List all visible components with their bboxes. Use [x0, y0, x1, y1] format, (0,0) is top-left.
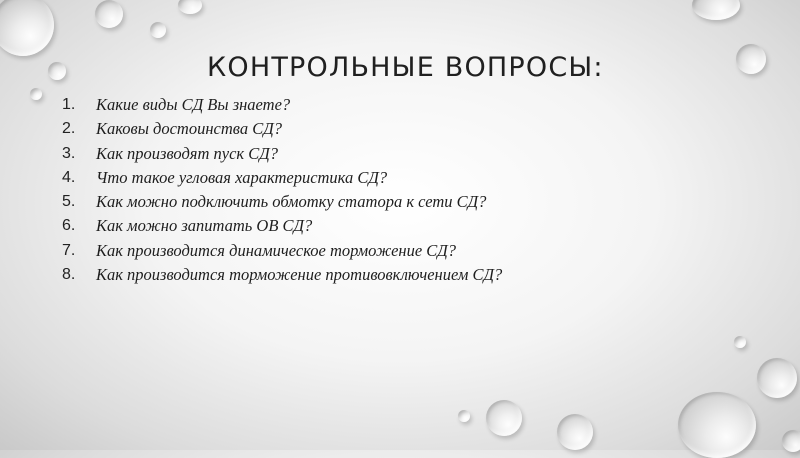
list-item [62, 142, 502, 166]
item-number: 4. [62, 168, 76, 186]
item-number: 7. [62, 241, 76, 259]
item-text: Каковы достоинства СД? [96, 119, 282, 139]
slide-title: КОНТРОЛЬНЫЕ ВОПРОСЫ: [207, 52, 604, 83]
water-drop-decoration [757, 358, 797, 398]
water-drop-decoration [95, 0, 123, 28]
item-number: 6. [62, 217, 76, 235]
water-drop-decoration [782, 430, 800, 452]
water-drop-decoration [0, 0, 54, 56]
item-text: Какие виды СД Вы знаете? [96, 95, 291, 114]
item-text: Как производится динамическое торможение СД? [96, 240, 457, 260]
water-drop-decoration [150, 22, 166, 38]
item-number: 1. [62, 96, 76, 113]
item-text: Как можно подключить обмотку статора к сети СД? [96, 192, 487, 212]
item-number: 3. [62, 144, 76, 162]
item-number: 2. [62, 120, 76, 138]
list-item [62, 239, 502, 263]
water-drop-decoration [734, 336, 746, 348]
list-item [62, 166, 502, 190]
item-text: Как производят пуск СД? [96, 143, 279, 163]
list-item [62, 214, 502, 238]
item-text: Как можно запитать ОВ СД? [96, 216, 313, 236]
questions-list [62, 93, 502, 287]
water-drop-decoration [178, 0, 202, 14]
item-text: Что такое угловая характеристика СД? [96, 167, 388, 187]
water-drop-decoration [30, 88, 42, 100]
list-item [62, 190, 502, 214]
water-drop-decoration [692, 0, 740, 20]
water-drop-decoration [557, 414, 593, 450]
water-drop-decoration [678, 392, 756, 458]
water-drop-decoration [736, 44, 766, 74]
list-item [62, 263, 502, 287]
water-drop-decoration [458, 410, 470, 422]
list-item [62, 117, 502, 141]
water-drop-decoration [486, 400, 522, 436]
water-drop-decoration [48, 62, 66, 80]
item-number: 8. [62, 266, 76, 284]
list-item [62, 93, 502, 117]
item-number: 5. [62, 193, 76, 211]
item-text: Как производится торможение противовключением СД? [96, 265, 503, 285]
